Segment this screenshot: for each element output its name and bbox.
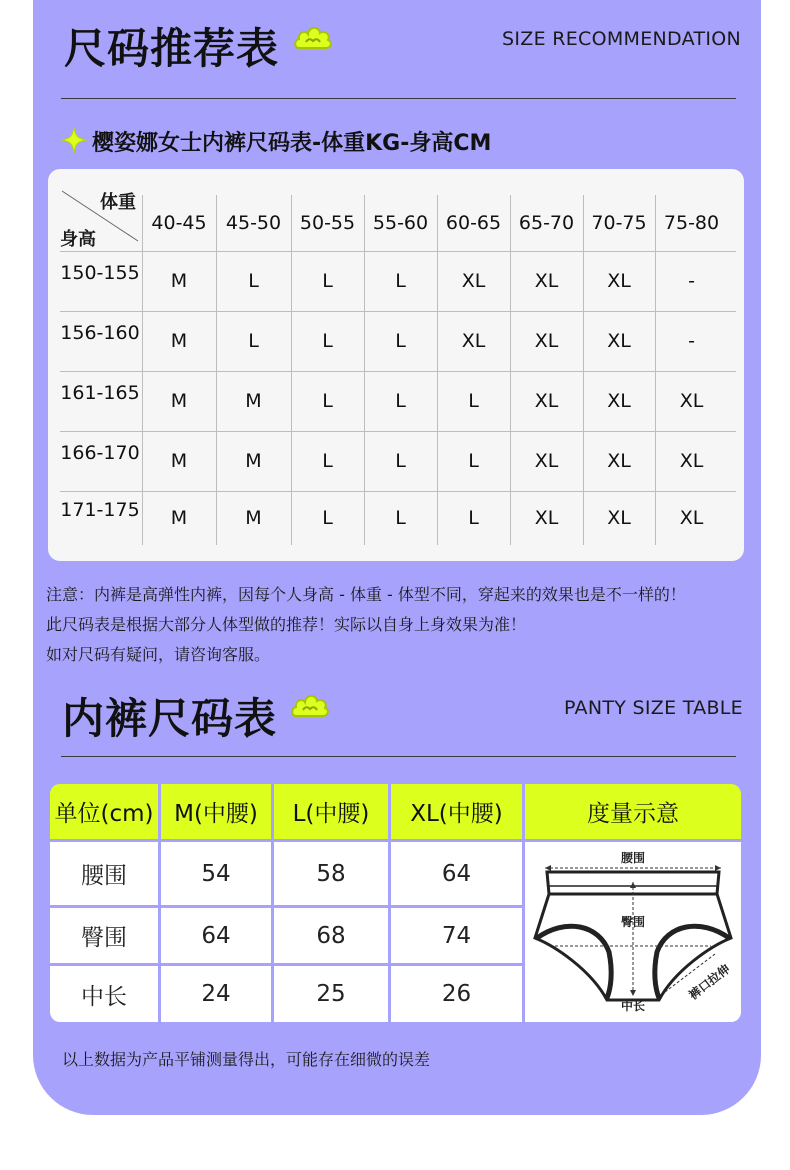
divider bbox=[61, 756, 736, 757]
value-cell: 26 bbox=[391, 966, 522, 1022]
weight-header: 55-60 bbox=[372, 212, 429, 234]
size-cell: L bbox=[468, 507, 479, 529]
note-line: 注意：内裤是高弹性内裤，因每个人身高 - 体重 - 体型不同，穿起来的效果也是不一样的！ bbox=[46, 585, 686, 604]
size-cell: M bbox=[170, 330, 188, 352]
corner-height-label: 身高 bbox=[60, 229, 96, 250]
value-cell: 54 bbox=[161, 842, 271, 905]
diagram-length-label: 中长 bbox=[620, 999, 646, 1013]
size-cell: XL bbox=[534, 390, 559, 412]
cloud-icon bbox=[290, 688, 330, 722]
size-cell: XL bbox=[607, 507, 631, 529]
size-cell: L bbox=[395, 390, 406, 412]
value-cell: 24 bbox=[161, 966, 271, 1022]
weight-header: 75-80 bbox=[663, 212, 720, 234]
height-row-label: 156-160 bbox=[60, 322, 140, 344]
size-cell: M bbox=[170, 270, 188, 292]
value-cell: 68 bbox=[274, 908, 388, 963]
size-cell: L bbox=[468, 390, 479, 412]
diagram-hip-label: 臀围 bbox=[620, 915, 646, 929]
diagram-waist-label: 腰围 bbox=[620, 851, 646, 865]
size-cell: XL bbox=[461, 270, 486, 292]
size-cell: L bbox=[322, 270, 333, 292]
header-diagram: 度量示意 bbox=[525, 784, 741, 839]
page-title: 尺码推荐表 bbox=[64, 24, 280, 73]
size-cell: XL bbox=[534, 270, 559, 292]
height-row-label: 150-155 bbox=[60, 262, 140, 284]
header-size-l: L(中腰) bbox=[274, 784, 388, 839]
size-cell: M bbox=[245, 450, 262, 472]
panty-diagram bbox=[525, 842, 741, 1022]
size-cell: XL bbox=[461, 330, 486, 352]
size-cell: M bbox=[245, 507, 262, 529]
size-cell: M bbox=[170, 507, 188, 529]
weight-header: 45-50 bbox=[225, 212, 282, 234]
size-cell: XL bbox=[607, 330, 631, 352]
size-cell: - bbox=[688, 330, 695, 352]
size-cell: L bbox=[248, 330, 259, 352]
height-row-label: 171-175 bbox=[60, 499, 140, 521]
size-cell: XL bbox=[534, 330, 559, 352]
divider bbox=[61, 98, 736, 99]
section-title-english: PANTY SIZE TABLE bbox=[564, 697, 743, 719]
value-cell: 64 bbox=[161, 908, 271, 963]
size-cell: L bbox=[322, 390, 333, 412]
size-cell: L bbox=[395, 507, 406, 529]
diagram-leg-label: 裤口拉伸 bbox=[686, 961, 733, 1003]
value-cell: 64 bbox=[391, 842, 522, 905]
size-cell: XL bbox=[679, 450, 704, 472]
size-cell: XL bbox=[679, 507, 704, 529]
panty-size-table bbox=[48, 782, 742, 1024]
note-line: 如对尺码有疑问，请咨询客服。 bbox=[46, 645, 271, 664]
row-label-hip: 臀围 bbox=[50, 908, 158, 963]
height-row-label: 166-170 bbox=[60, 442, 140, 464]
size-cell: XL bbox=[534, 507, 559, 529]
size-recommendation-table bbox=[48, 169, 744, 561]
row-label-length: 中长 bbox=[50, 966, 158, 1022]
footer-note: 以上数据为产品平铺测量得出，可能存在细微的误差 bbox=[62, 1050, 431, 1069]
header-size-xl: XL(中腰) bbox=[391, 784, 522, 839]
table-subtitle: 樱姿娜女士内裤尺码表-体重KG-身高CM bbox=[92, 131, 492, 156]
weight-header: 65-70 bbox=[518, 212, 575, 234]
size-cell: M bbox=[245, 390, 262, 412]
size-cell: L bbox=[322, 450, 333, 472]
value-cell: 25 bbox=[274, 966, 388, 1022]
size-cell: XL bbox=[534, 450, 559, 472]
size-cell: XL bbox=[607, 270, 631, 292]
weight-header: 40-45 bbox=[151, 212, 207, 234]
size-cell: L bbox=[395, 330, 406, 352]
size-cell: XL bbox=[607, 450, 631, 472]
measurement-diagram bbox=[525, 842, 741, 1022]
size-cell: M bbox=[170, 390, 188, 412]
size-cell: L bbox=[468, 450, 479, 472]
corner-weight-label: 体重 bbox=[100, 192, 136, 213]
section-title: 内裤尺码表 bbox=[62, 694, 278, 743]
header-unit: 单位(cm) bbox=[50, 784, 158, 839]
size-cell: L bbox=[395, 270, 406, 292]
size-cell: M bbox=[170, 450, 188, 472]
header-size-m: M(中腰) bbox=[161, 784, 271, 839]
note-line: 此尺码表是根据大部分人体型做的推荐！实际以自身上身效果为准！ bbox=[46, 615, 527, 634]
size-cell: L bbox=[322, 507, 333, 529]
size-cell: - bbox=[688, 270, 695, 292]
row-label-waist: 腰围 bbox=[50, 842, 158, 905]
weight-header: 70-75 bbox=[591, 212, 647, 234]
size-cell: XL bbox=[679, 390, 704, 412]
title-english: SIZE RECOMMENDATION bbox=[502, 28, 742, 50]
height-row-label: 161-165 bbox=[60, 382, 140, 404]
size-cell: XL bbox=[607, 390, 631, 412]
value-cell: 74 bbox=[391, 908, 522, 963]
size-cell: L bbox=[395, 450, 406, 472]
weight-header: 50-55 bbox=[299, 212, 356, 234]
sparkle-icon bbox=[60, 126, 88, 154]
cloud-icon bbox=[293, 20, 333, 54]
weight-header: 60-65 bbox=[445, 212, 502, 234]
size-cell: L bbox=[322, 330, 333, 352]
size-cell: L bbox=[248, 270, 259, 292]
value-cell: 58 bbox=[274, 842, 388, 905]
notes-block bbox=[46, 580, 756, 670]
